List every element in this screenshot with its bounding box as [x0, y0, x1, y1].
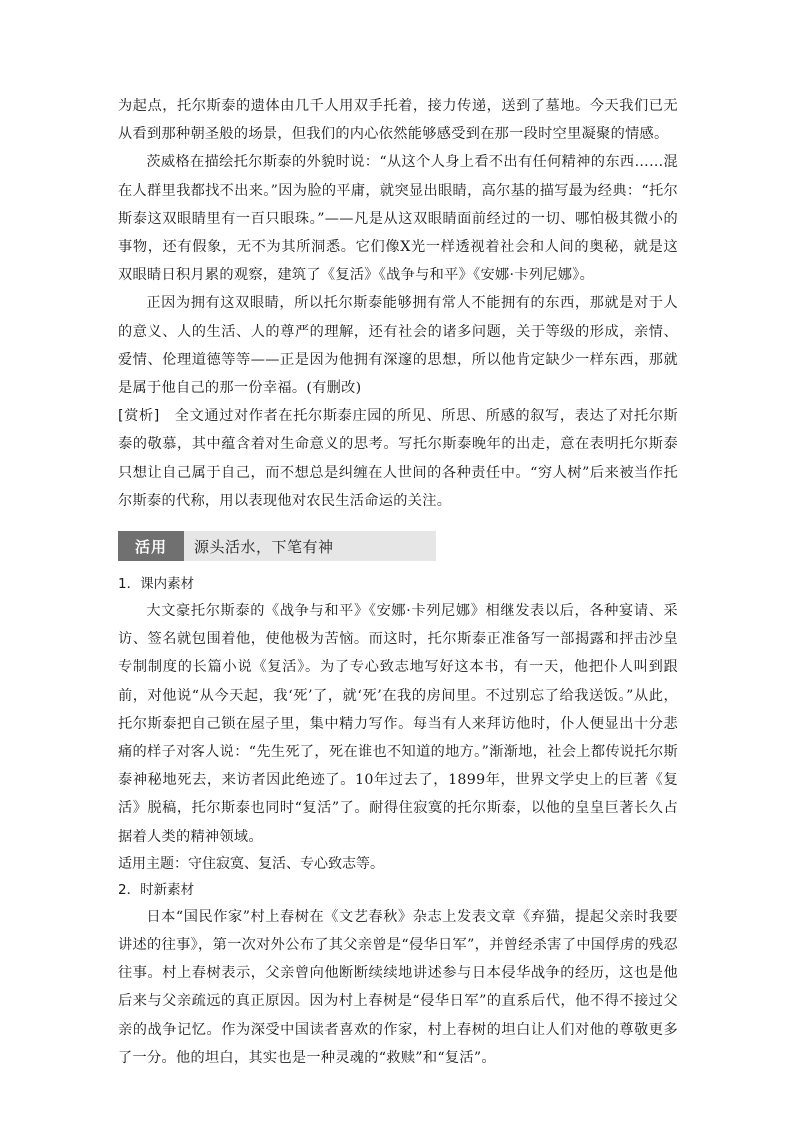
section-banner	[118, 531, 436, 561]
material2-text: 日本“国民作家”村上春树在《文艺春秋》杂志上发表文章《弃猫，提起父亲时我要讲述的往事》，第一次对外公布了其父亲曾是“侵华日军”，并曾经杀害了中国俘虏的残忍往事。村上春树表示，父亲曾向他断断续续地讲述参与日本侵华战争的经历，这也是他后来与父亲疏远的真正原因。因为村上春树是“侵华日军”的直系后代，他不得不接过父亲的战争记忆。作为深受中国读者喜欢的作家，村上春树的坦白让人们对他的尊敬更多了一分。他的坦白，其实也是一种灵魂的“救赎”和“复活”。	[118, 908, 678, 1066]
material2-heading: 2．时新素材	[118, 881, 195, 898]
paragraph-zweig-description: 茨威格在描绘托尔斯泰的外貌时说：“从这个人身上看不出有任何精神的东西……混在人群里我都找不出来。”因为脸的平庸，就突显出眼睛，高尔基的描写最为经典：“托尔斯泰这双眼睛里有一百只眼珠。”——凡是从这双眼睛面前经过的一切、哪怕极其微小的事物，还有假象，无不为其所洞悉。它们像X光一样透视着社会和人间的奥秘，就是这双眼睛日积月累的观察，建筑了《复活》《战争与和平》《安娜·卡列尼娜》。	[118, 154, 678, 284]
document-body	[118, 92, 678, 1072]
section-tag: 活用	[118, 531, 184, 561]
appreciation-paragraph	[118, 402, 678, 515]
material1-theme: 适用主题：守住寂寞、复活、专心致志等。	[118, 855, 384, 872]
material1-heading: 1．课内素材	[118, 576, 195, 593]
paragraph-eyes-understanding: 正因为拥有这双眼睛，所以托尔斯泰能够拥有常人不能拥有的东西，那就是对于人的意义、人的生活、人的尊严的理解，还有社会的诸多问题，关于等级的形成，亲情、爱情、伦理道德等等——正是因为他拥有深邃的思想，所以他肯定缺少一样东西，那就是属于他自己的那一份幸福。(有删改)	[118, 295, 678, 397]
paragraph-continuation: 为起点，托尔斯泰的遗体由几千人用双手托着，接力传递，送到了墓地。今天我们已无从看到那种朝圣般的场景，但我们的内心依然能够感受到在那一段时空里凝聚的情感。	[118, 98, 678, 143]
section-title: 源头活水，下笔有神	[194, 537, 334, 556]
appreciation-text: 全文通过对作者在托尔斯泰庄园的所见、所思、所感的叙写，表达了对托尔斯泰的敬慕，其中蕴含着对生命意义的思考。写托尔斯泰晚年的出走，意在表明托尔斯泰只想让自己属于自己，而不想总是纠缠在人世间的各种责任中。“穷人树”后来被当作托尔斯泰的代称，用以表现他对农民生活命运的关注。	[118, 408, 678, 509]
material1-text: 大文豪托尔斯泰的《战争与和平》《安娜·卡列尼娜》相继发表以后，各种宴请、采访、签名就包围着他，使他极为苦恼。而这时，托尔斯泰正准备写一部揭露和抨击沙皇专制制度的长篇小说《复活》。为了专心致志地写好这本书，有一天，他把仆人叫到跟前，对他说“从今天起，我‘死’了，就‘死’在我的房间里。不过别忘了给我送饭。”从此，托尔斯泰把自己锁在屋子里，集中精力写作。每当有人来拜访他时，仆人便显出十分悲痛的样子对客人说：“先生死了，死在谁也不知道的地方。”渐渐地，社会上都传说托尔斯泰神秘地死去，来访者因此绝迹了。10年过去了，1899年，世界文学史上的巨著《复活》脱稿，托尔斯泰也同时“复活”了。耐得住寂寞的托尔斯泰，以他的皇皇巨著长久占据着人类的精神领域。	[118, 603, 678, 845]
appreciation-label: [赏析]	[118, 408, 160, 425]
